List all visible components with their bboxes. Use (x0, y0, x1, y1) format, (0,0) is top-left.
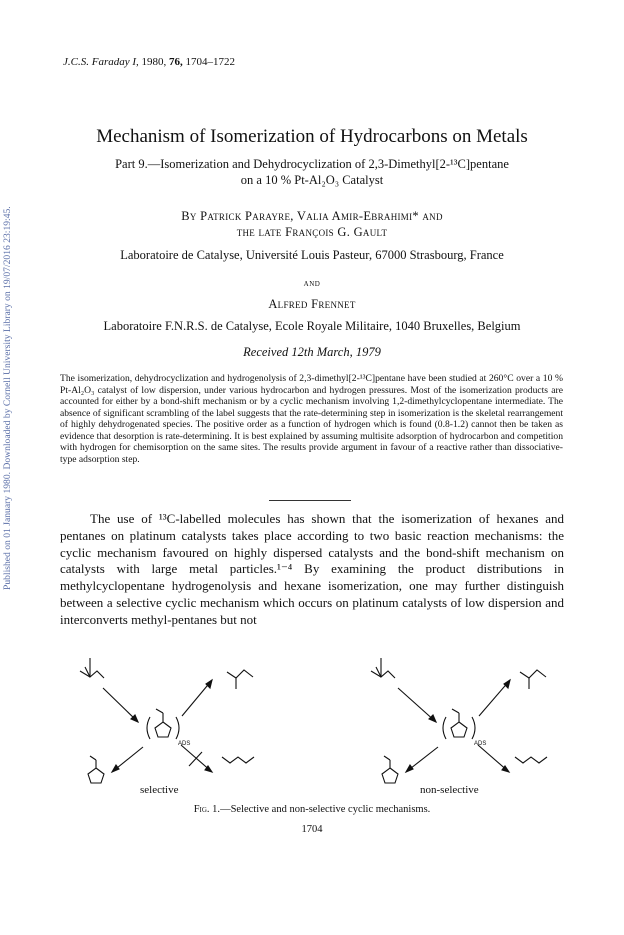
dimethylcyclopentane-intermediate-left (147, 709, 179, 739)
label-selective: selective (140, 784, 179, 796)
ads-label-right: ADS (474, 741, 487, 747)
journal-volume: 76, (169, 56, 183, 68)
figure-caption-text: —Selective and non-selective cyclic mechanisms. (220, 804, 431, 815)
journal-citation (63, 56, 235, 68)
dimethylcyclopentane-intermediate-right (443, 709, 475, 739)
arrow-to-hexane-right (478, 745, 509, 772)
dimethylpentane-structure-left (80, 658, 104, 678)
methylpentane-structure-left (227, 670, 253, 689)
body-text (60, 511, 564, 629)
received-date: Received 12th March, 1979 (243, 345, 381, 359)
hexane-structure-left (222, 757, 254, 763)
methylcyclopentane-structure-left (88, 756, 104, 783)
article-subtitle-line2: on a 10 % Pt-Al₂O₃ Catalyst (240, 173, 384, 187)
methylpentane-structure-right (520, 670, 546, 689)
arrow-to-intermediate-left (103, 688, 138, 722)
dimethylpentane-structure-right (371, 658, 395, 678)
download-stamp-text: Published on 01 January 1980. Downloaded by Cornell University Library on 19/07/2016 23:19:45. (2, 206, 13, 590)
affiliation-bruxelles: Laboratoire F.N.R.S. de Catalyse, Ecole Royale Militaire, 1040 Bruxelles, Belgium (103, 319, 521, 333)
journal-name: J.C.S. Faraday I, (63, 56, 139, 68)
arrow-to-methylcyclopentane-right (406, 747, 438, 772)
affiliation-strasbourg: Laboratoire de Catalyse, Université Louis Pasteur, 67000 Strasbourg, France (120, 248, 504, 262)
figure-caption-prefix: Fig. 1. (193, 804, 221, 815)
abstract: The isomerization, dehydrocyclization and hydrogenolysis of 2,3-dimethyl[2-¹³C]pentane have been studied at 260°C over a 10 % Pt-Al₂O₃ catalyst of low dispersion, under various hydrocarbon and hydrogen pressures. Most of the isomerization products are accounted for either by a bond-shift mechanism or by a cyclic mechanism involving 1,2-dimethylcyclopentane intermediate. The absence of significant scrambling of the label suggests that the rate-determining step in isomerization is the skeletal rearrangement of highly dehydrogenated species. The positive order as a function of hydrogen which is found (0.8-1.2) cannot then be taken as evidence that desorption is rate-determining. It is best explained by assuming multisite adsorption of hydrocarbon and competition with hydrogen for chemisorption on the same sites. The results provide argument in favour of a reactive rather than dissociative-type adsorption step. (60, 373, 563, 465)
and-separator: and (303, 278, 321, 289)
body-paragraph: The use of ¹³C-labelled molecules has shown that the isomerization of hexanes and pentanes on platinum catalysts takes place according to two basic reaction mechanisms: the cyclic mechanism favoured on highly dispersed catalysts and the bond-shift mechanism on catalysts with large metal particles.¹⁻⁴ By examining the product distributions in methylcyclopentane hydrogenolysis and hexane isomerization, one may further distinguish between a selective cyclic mechanism which occurs on platinum catalysts of low dispersion and interconverts methyl-pentanes but not (60, 511, 564, 627)
article-title: Mechanism of Isomerization of Hydrocarbons on Metals (96, 126, 528, 147)
authors-line1: By Patrick Parayre, Valia Amir-Ebrahimi* and (181, 209, 443, 223)
arrow-to-top-right-left (182, 680, 212, 716)
figure-caption (0, 804, 624, 815)
ads-label-left: ADS (178, 741, 191, 747)
page-number: 1704 (301, 824, 323, 835)
author-frennet: Alfred Frennet (268, 297, 356, 311)
journal-year: 1980, (141, 56, 167, 68)
arrow-to-intermediate-right (398, 688, 436, 722)
mechanism-figure (0, 650, 624, 785)
arrow-to-top-right-right (479, 680, 510, 716)
article-subtitle-line1: Part 9.—Isomerization and Dehydrocyclization of 2,3-Dimethyl[2-¹³C]pentane (115, 157, 509, 171)
arrow-to-methylcyclopentane-left (112, 747, 143, 772)
hexane-structure-right (515, 757, 547, 763)
separator-rule (269, 500, 351, 501)
blocked-arrow-left (181, 745, 212, 772)
authors-line2: the late François G. Gault (236, 225, 388, 239)
methylcyclopentane-structure-right (382, 756, 398, 783)
journal-pages: 1704–1722 (185, 56, 236, 68)
label-nonselective: non-selective (420, 784, 479, 796)
